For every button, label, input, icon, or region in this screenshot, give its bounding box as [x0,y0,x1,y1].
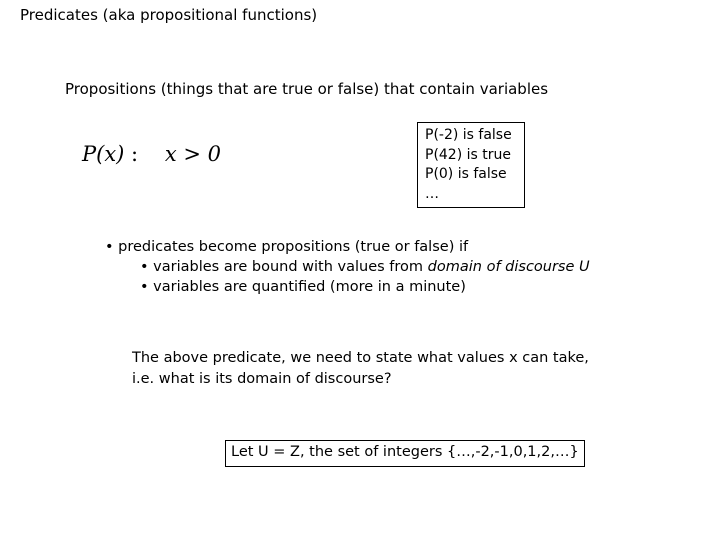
slide-subtitle: Propositions (things that are true or false) that contain variables [65,80,549,98]
formula-separator: : [131,142,139,166]
bullet-sub-quantified: • variables are quantified (more in a minute) [140,279,466,295]
example-line: P(0) is false [425,166,507,182]
bullet-main: • predicates become propositions (true or false) if [105,239,469,255]
slide-title: Predicates (aka propositional functions) [20,6,318,24]
domain-of-discourse-term: domain of discourse U [427,259,590,275]
formula-expression: x > 0 [164,142,221,166]
note-line-1: The above predicate, we need to state what values x can take, [132,350,589,366]
example-line: P(42) is true [425,146,511,163]
examples-box [417,122,525,208]
bullet-sub-bound [140,259,590,275]
bullet-sub-bound-text: • variables are bound with values from [140,259,428,275]
note-line-2: i.e. what is its domain of discourse? [132,371,392,387]
answer-box: Let U = Z, the set of integers {…,-2,-1,0,1,2,…} [225,440,585,467]
formula-predicate: P(x) [82,142,125,166]
example-line: P(-2) is false [425,127,512,143]
predicate-formula [82,142,221,166]
example-line: … [425,185,439,202]
